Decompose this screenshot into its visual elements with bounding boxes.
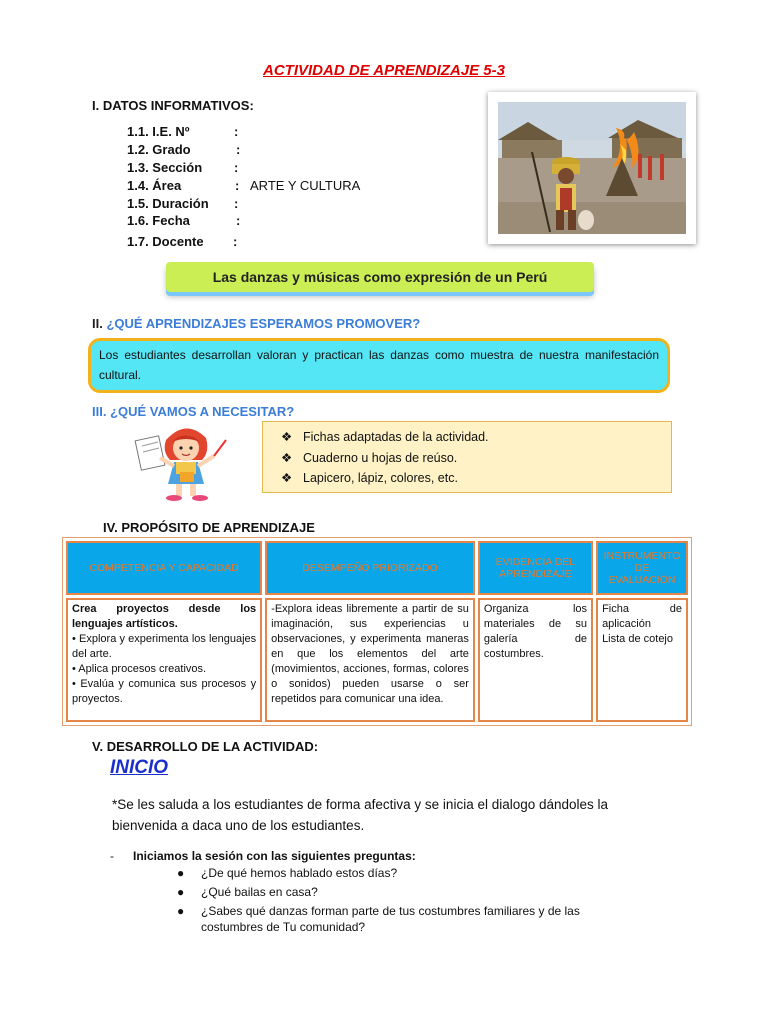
section-necesitar-heading — [92, 404, 294, 419]
section-title: ¿QUÉ VAMOS A NECESITAR? — [110, 404, 295, 419]
dato-colon: : — [236, 213, 241, 228]
dato-row-fecha — [127, 213, 457, 231]
competencia-item: • Aplica procesos creativos. — [72, 663, 207, 675]
list-item: ❖ Lapicero, lápiz, colores, etc. — [281, 468, 671, 489]
dato-label: 1.5. Duración — [127, 196, 209, 211]
section-number: III. — [92, 404, 107, 419]
section-proposito-heading: IV. PROPÓSITO DE APRENDIZAJE — [103, 520, 315, 535]
header-desempeno: DESEMPEÑO PRIORIZADO — [265, 541, 475, 595]
list-item: ❖ Cuaderno u hojas de reúso. — [281, 448, 671, 469]
dato-label: 1.2. Grado — [127, 142, 191, 157]
section-aprendizajes-heading — [92, 316, 420, 331]
table-row — [66, 598, 688, 722]
question-item: ● ¿De qué hemos hablado estos días? — [177, 866, 398, 880]
section-number: II. — [92, 316, 103, 331]
dato-row-seccion — [127, 160, 457, 178]
dato-value-area: ARTE Y CULTURA — [250, 178, 361, 193]
cell-instrumento — [596, 598, 688, 722]
girl-illustration-art — [130, 422, 240, 504]
dato-colon: : — [235, 178, 240, 193]
questions-intro: Iniciamos la sesión con las siguientes preguntas: — [133, 849, 416, 863]
dato-label: 1.4. Área — [127, 178, 182, 193]
list-item: ❖ Fichas adaptadas de la actividad. — [281, 427, 671, 448]
cell-evidencia: Organiza los materiales de su galería de costumbres. — [478, 598, 593, 722]
dato-label: 1.6. Fecha — [127, 213, 190, 228]
dato-row-duracion — [127, 196, 457, 214]
diamond-bullet-icon: ❖ — [281, 471, 293, 485]
dato-label: 1.1. I.E. Nº — [127, 124, 190, 139]
competencia-title: Crea proyectos desde los lenguajes artísticos. — [72, 603, 257, 630]
dato-row-grado — [127, 142, 457, 160]
question-item: ● ¿Qué bailas en casa? — [177, 885, 318, 899]
theme-banner: Las danzas y músicas como expresión de un Perú — [166, 262, 594, 292]
dance-photo — [488, 92, 696, 244]
header-competencia: COMPETENCIA Y CAPACIDAD — [66, 541, 262, 595]
girl-illustration — [130, 422, 240, 504]
instrumento-item: Ficha de aplicación — [602, 603, 682, 630]
bullet-icon: ● — [177, 885, 185, 899]
section-datos-heading: I. DATOS INFORMATIVOS: — [92, 98, 254, 113]
document-title: ACTIVIDAD DE APRENDIZAJE 5-3 — [263, 62, 505, 79]
dance-photo-illustration — [488, 92, 696, 244]
question-item: ● ¿Sabes qué danzas forman parte de tus costumbres familiares y de las costumbres de Tu comunidad? — [177, 904, 580, 934]
diamond-bullet-icon: ❖ — [281, 430, 293, 444]
dato-colon: : — [233, 234, 238, 249]
section-title: ¿QUÉ APRENDIZAJES ESPERAMOS PROMOVER? — [106, 316, 421, 331]
dato-colon: : — [236, 142, 241, 157]
purpose-table — [62, 537, 692, 726]
materials-box — [262, 421, 672, 493]
dato-row-area — [127, 178, 457, 196]
cell-competencia — [66, 598, 262, 722]
questions-list — [177, 865, 641, 938]
inicio-heading: INICIO — [110, 757, 169, 778]
dato-label: 1.3. Sección — [127, 160, 203, 175]
header-evidencia: EVIDENCIA DEL APRENDIZAJE — [478, 541, 593, 595]
cell-desempeno: -Explora ideas libremente a partir de su imaginación, sus experiencias u observaciones, y experimenta maneras en que los elementos del arte (movimientos, acciones, formas, colores o sonidos) pueden usarse o ser repetidos para comunicar una idea. — [265, 598, 475, 722]
dato-colon: : — [234, 196, 239, 211]
bullet-icon: ● — [177, 866, 185, 880]
dato-colon: : — [234, 124, 239, 139]
dato-row-docente — [127, 234, 457, 252]
instrumento-item: Lista de cotejo — [602, 633, 673, 645]
bullet-icon: ● — [177, 904, 185, 918]
diamond-bullet-icon: ❖ — [281, 450, 293, 465]
dash-marker: - — [110, 849, 114, 863]
competencia-item: • Evalúa y comunica sus procesos y proyectos. — [72, 678, 257, 705]
learning-goal-box: Los estudiantes desarrollan valoran y practican las danzas como muestra de nuestra manifestación cultural. — [88, 338, 670, 393]
table-header-row — [66, 541, 688, 595]
dato-colon: : — [234, 160, 239, 175]
dato-label: 1.7. Docente — [127, 234, 204, 249]
competencia-item: • Explora y experimenta los lenguajes del arte. — [72, 633, 257, 660]
greeting-paragraph: *Se les saluda a los estudiantes de forma afectiva y se inicia el dialogo dándoles la bienvenida a daca uno de los estudiantes. — [112, 797, 609, 833]
header-instrumento: INSTRUMENTO DE EVALUACIÓN — [596, 541, 688, 595]
dato-row-ie — [127, 124, 457, 142]
section-desarrollo-heading: V. DESARROLLO DE LA ACTIVIDAD: — [92, 739, 319, 754]
